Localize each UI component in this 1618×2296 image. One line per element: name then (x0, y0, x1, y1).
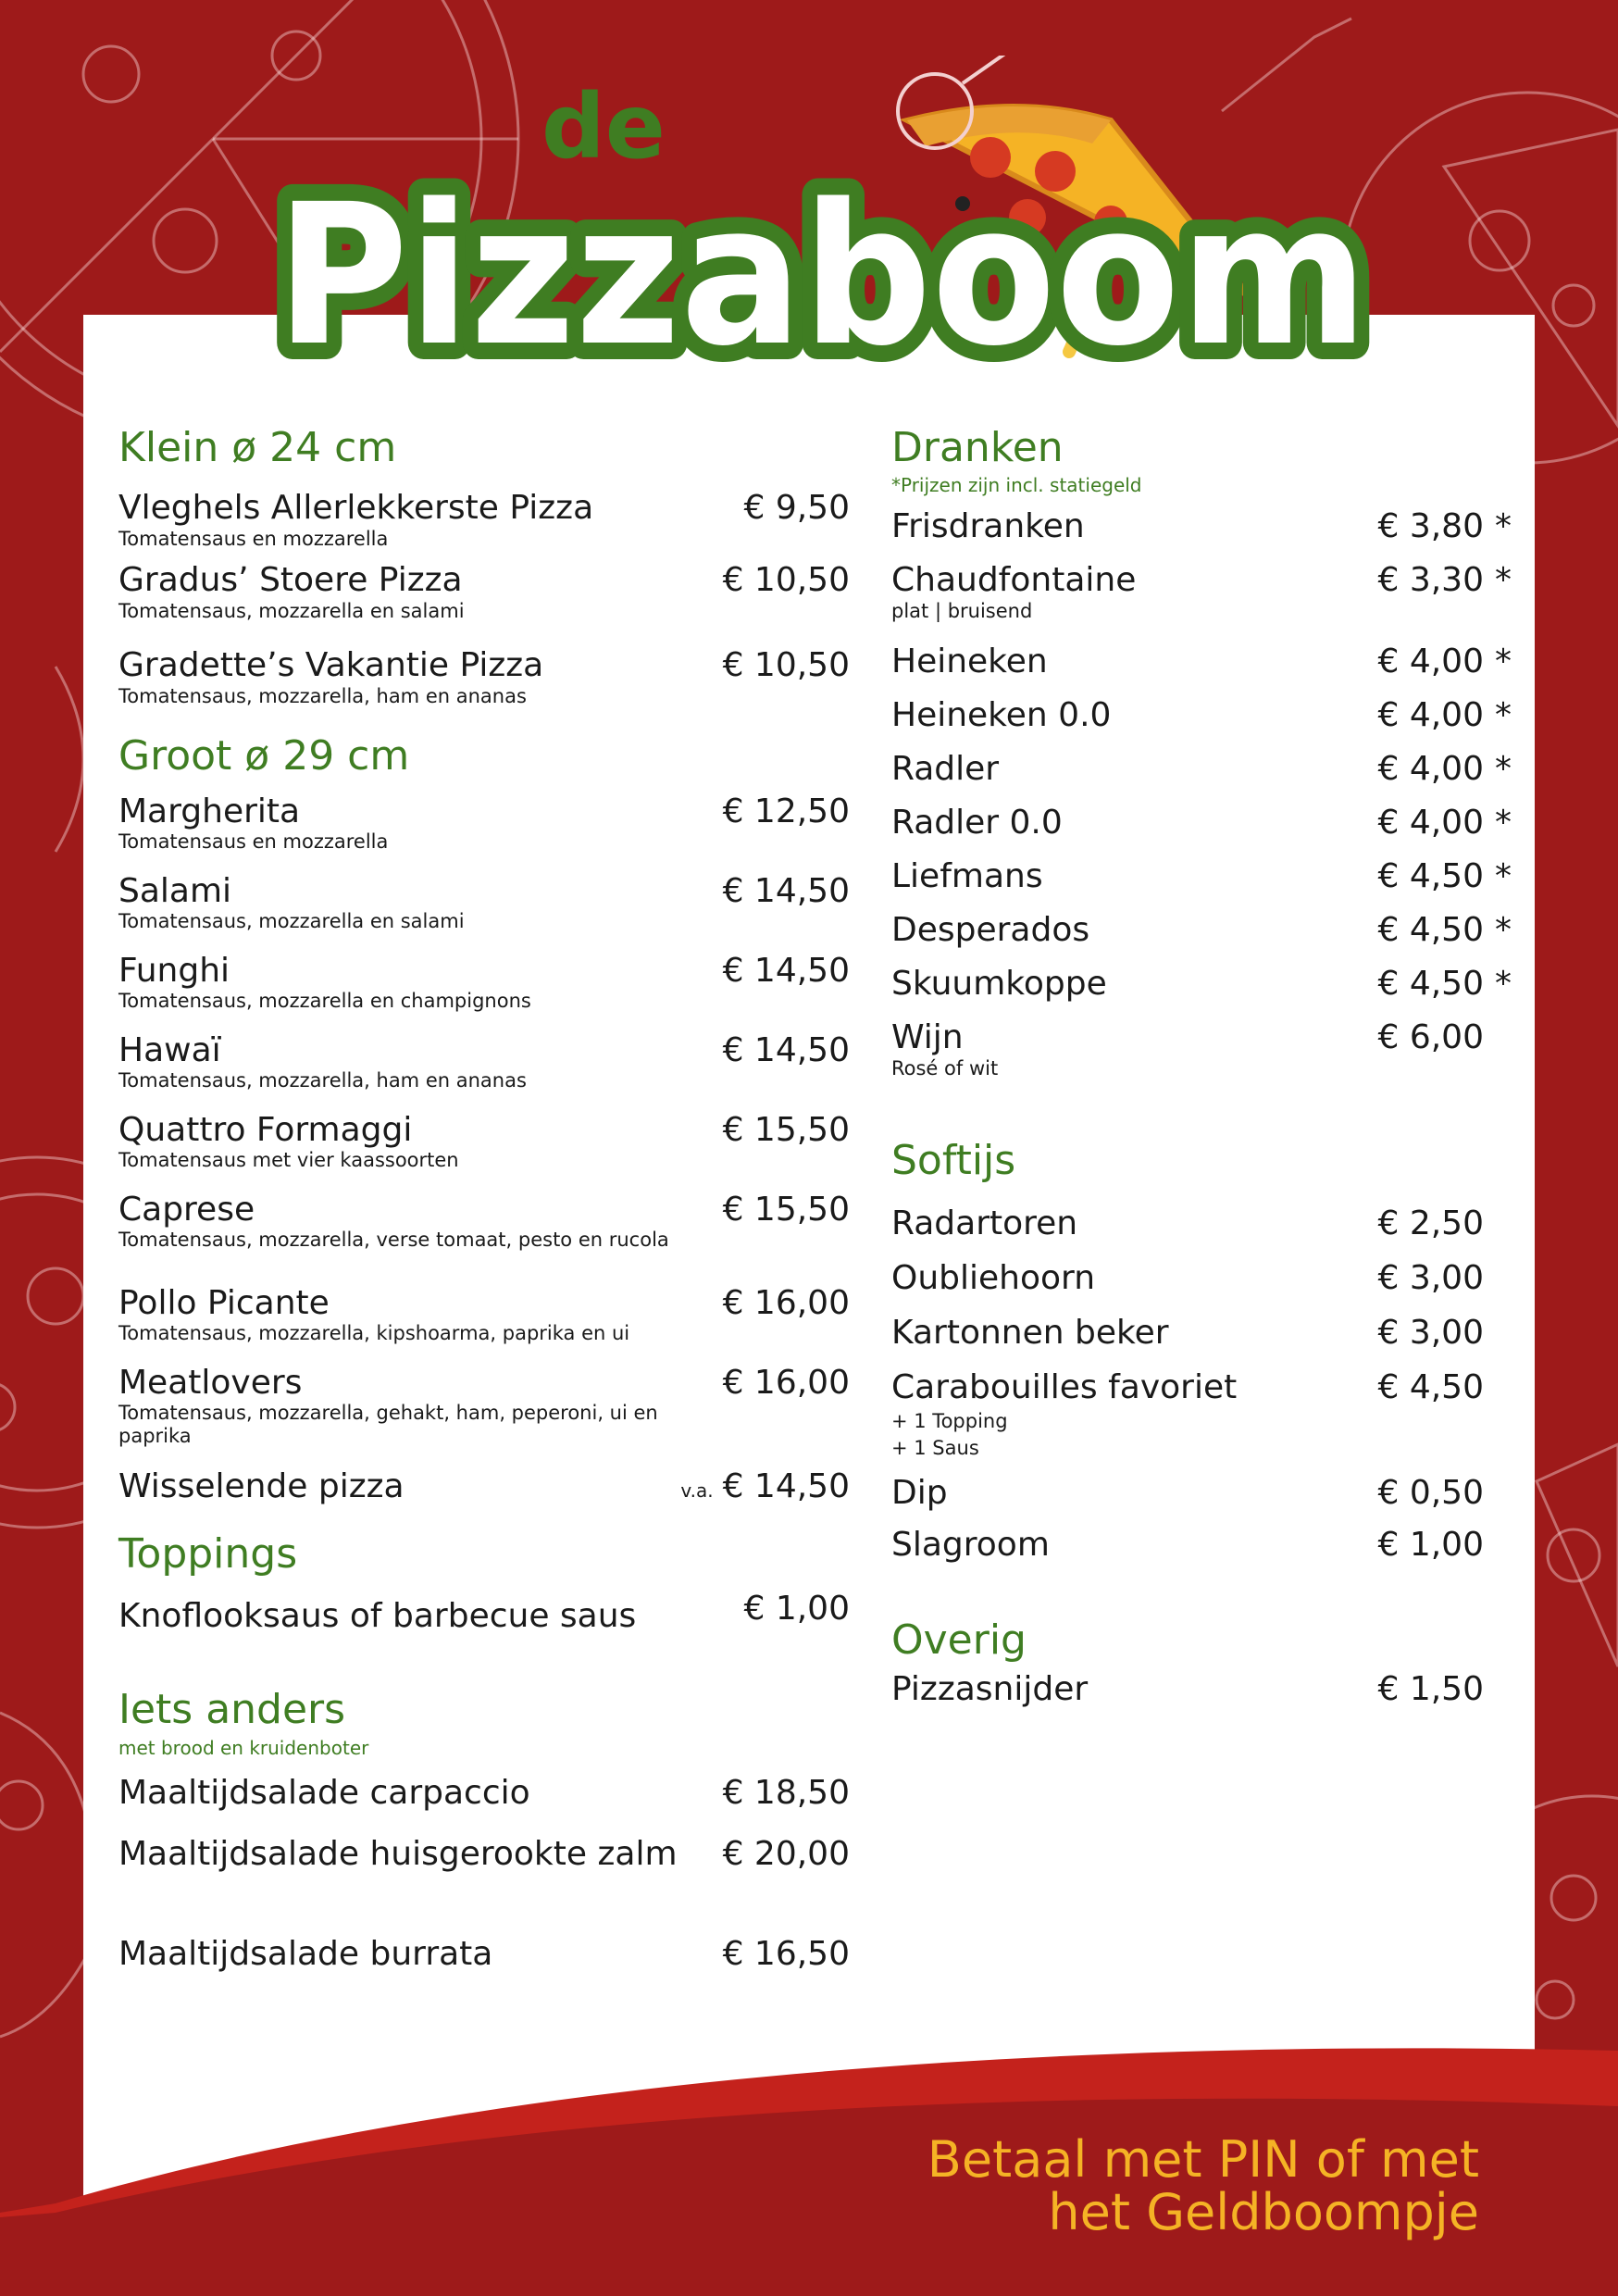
item-name: Maaltijdsalade huisgerookte zalm (118, 1834, 678, 1873)
section-note: *Prijzen zijn incl. statiegeld (891, 474, 1142, 497)
menu-item-salami (118, 872, 850, 952)
menu-item-burrata (118, 1935, 850, 1990)
item-name: Frisdranken (891, 507, 1085, 546)
item-name: Wijn (891, 1018, 964, 1057)
menu-item-quattro-formaggi (118, 1111, 850, 1191)
item-price: € 15,50 (722, 1110, 850, 1149)
item-name: Pizzasnijder (891, 1670, 1089, 1709)
item-price: € 0,50 (1377, 1473, 1484, 1512)
price-value: € 4,00 (1377, 804, 1484, 842)
item-price (1377, 696, 1512, 734)
item-desc: Tomatensaus, mozzarella, gehakt, ham, peperoni, ui en paprika (118, 1402, 658, 1448)
item-price: € 15,50 (722, 1190, 850, 1229)
price-value: € 4,50 (1377, 911, 1484, 950)
item-desc: Tomatensaus en mozzarella (118, 830, 389, 854)
price-value: € 4,00 (1377, 643, 1484, 681)
item-price (1377, 561, 1512, 599)
item-name: Chaudfontaine (891, 561, 1137, 600)
price-value: € 4,00 (1377, 750, 1484, 789)
left-column (118, 426, 850, 1990)
menu-item-carpaccio (118, 1774, 850, 1835)
deposit-star: * (1495, 750, 1512, 789)
section-title-dranken: Dranken (891, 424, 1064, 471)
item-desc: plat | bruisend (891, 599, 1033, 622)
price-prefix: v.a. (680, 1479, 714, 1502)
logo-name-text: Pizzaboom (276, 162, 1368, 389)
item-name: Salami (118, 871, 232, 910)
item-price: € 16,50 (722, 1934, 850, 1973)
deposit-star: * (1495, 911, 1512, 950)
item-price: € 1,50 (1377, 1670, 1484, 1709)
item-price (1377, 750, 1512, 788)
menu-item-radler-00 (891, 804, 1512, 857)
item-price: € 20,00 (722, 1834, 850, 1873)
menu-item-liefmans (891, 857, 1512, 911)
item-name: Knoflooksaus of barbecue saus (118, 1597, 637, 1636)
menu-item-margherita (118, 792, 850, 872)
item-name: Gradus’ Stoere Pizza (118, 561, 463, 600)
section-overig (891, 1618, 1512, 1726)
item-name: Radler 0.0 (891, 804, 1063, 842)
deposit-star: * (1495, 965, 1512, 1004)
pizzaboom-logo (259, 56, 1388, 398)
item-name: Kartonnen beker (891, 1313, 1169, 1352)
item-name: Pollo Picante (118, 1283, 330, 1322)
deposit-star: * (1495, 857, 1512, 896)
section-toppings (118, 1529, 850, 1688)
item-desc: Tomatensaus, mozzarella en salami (118, 910, 465, 933)
section-title-iets-anders: Iets anders (118, 1686, 346, 1734)
payment-note-line1: Betaal met PIN of met (927, 2130, 1479, 2189)
item-price: € 2,50 (1377, 1204, 1484, 1242)
payment-note-line2: het Geldboompje (1048, 2182, 1479, 2241)
menu-item-kartonnen-beker (891, 1314, 1512, 1368)
item-name: Margherita (118, 792, 301, 830)
menu-item-oubliehoorn (891, 1259, 1512, 1314)
item-desc: Tomatensaus, mozzarella, verse tomaat, pesto en rucola (118, 1229, 669, 1252)
deposit-star: * (1495, 696, 1512, 735)
item-name: Radler (891, 750, 1000, 789)
right-column (891, 426, 1512, 1726)
item-price (680, 1467, 850, 1505)
menu-item-skuumkoppe (891, 965, 1512, 1018)
item-price (1377, 965, 1512, 1003)
section-groot (118, 734, 850, 1531)
item-name: Hawaï (118, 1030, 221, 1069)
logo-de-text: de (541, 75, 666, 179)
item-price: € 14,50 (722, 871, 850, 910)
item-price: € 16,00 (722, 1363, 850, 1402)
deposit-star: * (1495, 561, 1512, 600)
menu-item-frisdranken (891, 507, 1512, 561)
item-price: € 3,00 (1377, 1313, 1484, 1352)
menu-item-gradus (118, 561, 850, 646)
deposit-star: * (1495, 507, 1512, 546)
item-desc: Tomatensaus met vier kaassoorten (118, 1149, 459, 1172)
item-name: Liefmans (891, 857, 1043, 896)
menu-item-hawai (118, 1031, 850, 1111)
menu-item-heineken (891, 643, 1512, 696)
item-price: € 1,00 (743, 1590, 850, 1628)
price-value: € 4,50 (1377, 857, 1484, 896)
item-name: Heineken 0.0 (891, 696, 1112, 735)
item-name: Caprese (118, 1190, 255, 1229)
item-name: Skuumkoppe (891, 965, 1107, 1004)
item-name: Quattro Formaggi (118, 1110, 413, 1149)
item-price: € 3,00 (1377, 1258, 1484, 1297)
section-title-softijs: Softijs (891, 1137, 1016, 1185)
section-note: met brood en kruidenboter (118, 1736, 369, 1759)
section-softijs (891, 1139, 1512, 1617)
item-desc: Rosé of wit (891, 1056, 999, 1079)
menu-item-zalm (118, 1835, 850, 1935)
menu-item-radler (891, 750, 1512, 804)
item-name: Funghi (118, 951, 230, 990)
item-price (1377, 643, 1512, 680)
section-dranken (891, 426, 1512, 1139)
item-name: Wisselende pizza (118, 1466, 404, 1505)
item-name: Heineken (891, 643, 1048, 681)
item-price: € 4,50 (1377, 1367, 1484, 1406)
price-value: € 4,00 (1377, 696, 1484, 735)
item-price (1377, 507, 1512, 545)
item-name: Radartoren (891, 1204, 1078, 1242)
item-name: Gradette’s Vakantie Pizza (118, 646, 544, 685)
item-price: € 18,50 (722, 1773, 850, 1812)
menu-item-radartoren (891, 1204, 1512, 1259)
item-desc: + 1 Saus (891, 1437, 979, 1460)
price-value: € 4,50 (1377, 965, 1484, 1004)
price-value: € 14,50 (722, 1466, 850, 1505)
item-price (1377, 1018, 1512, 1056)
item-price (1377, 804, 1512, 842)
item-price: € 1,00 (1377, 1525, 1484, 1564)
payment-note (776, 2130, 1479, 2241)
item-price: € 14,50 (722, 1030, 850, 1069)
item-desc: Tomatensaus, mozzarella en champignons (118, 990, 531, 1013)
item-price: € 10,50 (722, 561, 850, 600)
section-title-klein: Klein ø 24 cm (118, 424, 397, 471)
section-iets-anders (118, 1688, 850, 1990)
menu-item-meatlovers (118, 1364, 850, 1467)
section-title-overig: Overig (891, 1616, 1027, 1664)
menu-item-pollo-picante (118, 1284, 850, 1364)
menu-item-dip (891, 1474, 1512, 1526)
item-name: Oubliehoorn (891, 1258, 1096, 1297)
item-name: Maaltijdsalade carpaccio (118, 1773, 530, 1812)
section-klein (118, 426, 850, 734)
item-price: € 12,50 (722, 792, 850, 830)
item-desc: + 1 Topping (891, 1410, 1008, 1433)
deposit-star: * (1495, 643, 1512, 681)
item-name: Carabouilles favoriet (891, 1367, 1238, 1406)
menu-item-wijn (891, 1018, 1512, 1139)
menu-item-caprese (118, 1191, 850, 1284)
menu-item-chaudfontaine (891, 561, 1512, 643)
menu-item-wisselende-pizza (118, 1467, 850, 1532)
item-price: € 16,00 (722, 1283, 850, 1322)
menu-item-pizzasnijder (891, 1670, 1512, 1726)
section-title-toppings: Toppings (118, 1529, 298, 1578)
item-desc: Tomatensaus, mozzarella, kipshoarma, paprika en ui (118, 1322, 630, 1345)
item-desc: Tomatensaus, mozzarella, ham en ananas (118, 1069, 527, 1092)
item-price: € 10,50 (722, 646, 850, 685)
item-desc: Tomatensaus, mozzarella, ham en ananas (118, 684, 527, 707)
item-desc: Tomatensaus, mozzarella en salami (118, 599, 465, 622)
item-name: Vleghels Allerlekkerste Pizza (118, 489, 594, 528)
item-price: € 14,50 (722, 951, 850, 990)
item-name: Dip (891, 1473, 948, 1512)
menu-item-slagroom (891, 1526, 1512, 1618)
menu-item-carabouilles-favoriet (891, 1368, 1512, 1474)
menu-item-gradette (118, 646, 850, 734)
menu-item-funghi (118, 952, 850, 1031)
item-name: Slagroom (891, 1525, 1050, 1564)
menu-item-heineken-00 (891, 696, 1512, 750)
price-value: € 3,30 (1377, 561, 1484, 600)
item-name: Desperados (891, 911, 1090, 950)
menu-item-knoflooksaus (118, 1590, 850, 1688)
item-price (1377, 857, 1512, 895)
deposit-star: * (1495, 804, 1512, 842)
menu-item-vleghels (118, 489, 850, 561)
item-price: € 9,50 (743, 489, 850, 528)
item-name: Maaltijdsalade burrata (118, 1934, 493, 1973)
item-name: Meatlovers (118, 1363, 303, 1402)
price-value: € 3,80 (1377, 507, 1484, 546)
item-desc: Tomatensaus en mozzarella (118, 527, 389, 550)
item-price (1377, 911, 1512, 949)
section-title-groot: Groot ø 29 cm (118, 732, 410, 780)
menu-item-desperados (891, 911, 1512, 965)
price-value: € 6,00 (1377, 1018, 1484, 1057)
